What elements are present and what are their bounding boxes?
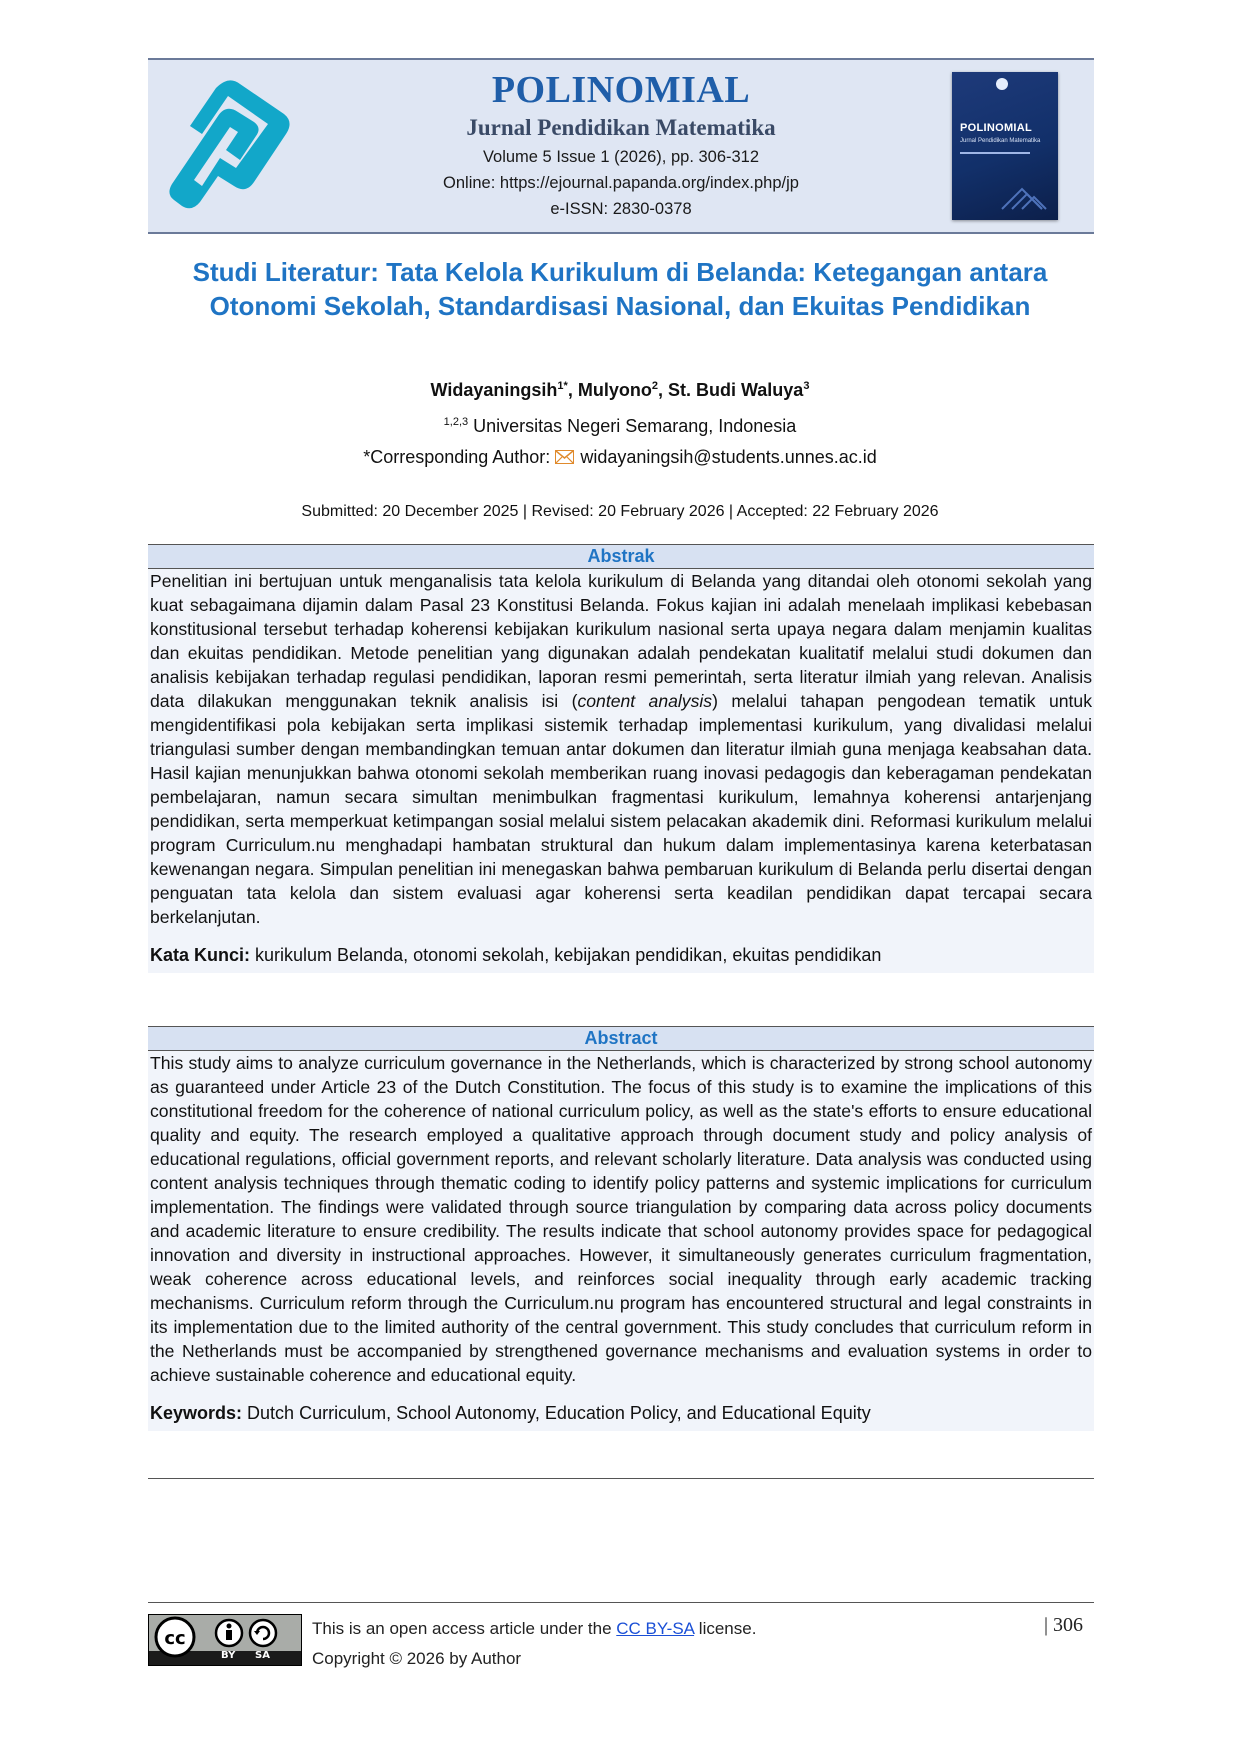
cc-sa-label: SA <box>255 1650 270 1661</box>
affiliation <box>150 416 1090 437</box>
author-superscript: 2 <box>651 380 658 392</box>
abstrak-section <box>148 544 1094 973</box>
abstrak-text-italic: content analysis <box>577 691 713 711</box>
abstrak-text-part: Penelitian ini bertujuan untuk menganalisis tata kelola kurikulum di Belanda yang ditandai oleh otonomi sekolah yang kuat sebagaimana dijamin dalam Pasal 23 Konstitusi Belanda. Fokus kajian ini adalah menelaah implikasi kebebasan konstitusional tersebut terhadap koherensi kebijakan kurikulum nasional serta upaya negara dalam menjamin kualitas dan ekuitas pendidikan. Metode penelitian yang digunakan adalah pendekatan kualitatif melalui studi dokumen dan analisis kebijakan terhadap regulasi pendidikan, laporan resmi pemerintah, serta literatur ilmiah yang relevan. Analisis data dilakukan menggunakan teknik analisis isi ( <box>150 571 1092 711</box>
abstrak-text <box>148 569 1094 943</box>
author-list: Widayaningsih$^{1*}$, Mulyono$^2$, St. Budi Waluya$^3$ <box>430 380 810 400</box>
author-name: Widayaningsih <box>430 380 558 400</box>
abstrak-text-part: ) melalui tahapan pengodean tematik untuk mengidentifikasi pola kebijakan serta implikasi sistemik terhadap implementasi kurikulum, yang divalidasi melalui triangulasi sumber dengan membandingkan temuan antar dokumen dan literatur ilmiah guna menjaga keabsahan data. Hasil kajian menunjukkan bahwa otonomi sekolah memberikan ruang inovasi pedagogis dan keberagaman pendekatan pembelajaran, namun secara simultan menimbulkan fragmentasi kurikulum, lemahnya koherensi antarjenjang pendidikan, serta memperkuat ketimpangan sosial melalui sistem pelacakan akademik dini. Reformasi kurikulum melalui program Curriculum.nu menghadapi hambatan struktural dan hukum dalam implementasinya karena keterbatasan kewenangan negara. Simpulan penelitian ini menegaskan bahwa pembaruan kurikulum di Belanda perlu disertai dengan penguatan tata kelola dan sistem evaluasi agar koherensi serta keadilan pendidikan dapat tercapai secara berkelanjutan. <box>150 691 1092 927</box>
abstract-text: This study aims to analyze curriculum governance in the Netherlands, which is characterized by strong school autonomy as guaranteed under Article 23 of the Dutch Constitution. The focus of this study is to examine the implications of this constitutional freedom for the coherence of national curriculum policy, as well as the state's efforts to ensure educational quality and equity. The research employed a qualitative approach through document study and policy analysis of educational regulations, official government reports, and relevant scholarly literature. Data analysis was conducted using content analysis techniques through thematic coding to identify policy patterns and systemic implications for curriculum implementation. The findings were validated through source triangulation by comparing data across policy documents and academic literature to ensure credibility. The results indicate that school autonomy provides space for pedagogical innovation and diversity in instructional approaches. However, it simultaneously generates curriculum fragmentation, weak coherence across educational levels, and reinforces social inequality through early academic tracking mechanisms. Curriculum reform through the Curriculum.nu program has encountered structural and legal constraints in its implementation due to the limited authority of the central government. This study concludes that curriculum reform in the Netherlands must be accompanied by strengthened governance mechanisms and evaluation systems in order to achieve sustainable coherence and educational equity. <box>148 1051 1094 1401</box>
cc-by-sa-badge[interactable] <box>148 1614 302 1666</box>
license-prefix: This is an open access article under the <box>312 1619 617 1638</box>
corresponding-label: *Corresponding Author: <box>363 447 551 467</box>
cover-subtitle: Jurnal Pendidikan Matematika <box>960 138 1041 144</box>
section-end-rule <box>148 1478 1094 1479</box>
svg-text:cc: cc <box>164 1628 186 1649</box>
journal-cover-image <box>952 72 1058 220</box>
affiliation-text: Universitas Negeri Semarang, Indonesia <box>473 416 797 436</box>
volume-info: Volume 5 Issue 1 (2026), pp. 306-312 <box>482 148 760 166</box>
license-suffix: license. <box>694 1619 757 1638</box>
corresponding-email[interactable]: widayaningsih@students.unnes.ac.id <box>580 447 877 467</box>
cover-divider <box>960 152 1030 154</box>
footer-rule <box>148 1602 1094 1603</box>
abstrak-heading: Abstrak <box>148 544 1094 569</box>
cover-title: POLINOMIAL <box>960 122 1033 134</box>
mail-icon <box>555 450 574 464</box>
license-line <box>312 1614 756 1644</box>
keywords-label: Keywords: <box>150 1403 243 1423</box>
kata-kunci <box>148 943 1094 973</box>
cover-graphic-icon <box>992 164 1052 214</box>
journal-subtitle: Jurnal Pendidikan Matematika <box>466 115 776 140</box>
author-superscript: 3 <box>803 380 810 392</box>
kata-kunci-text: kurikulum Belanda, otonomi sekolah, kebijakan pendidikan, ekuitas pendidikan <box>255 945 882 965</box>
page-number: | 306 <box>1044 1614 1084 1636</box>
license-notice <box>312 1614 756 1674</box>
online-url[interactable]: Online: https://ejournal.papanda.org/index.php/jp <box>443 174 799 192</box>
cc-by-label: BY <box>221 1650 236 1661</box>
keywords <box>148 1401 1094 1431</box>
abstract-heading: Abstract <box>148 1026 1094 1051</box>
author-name: St. Budi Waluya <box>667 380 804 400</box>
corresponding-author <box>150 447 1090 468</box>
journal-name: POLINOMIAL <box>491 69 751 111</box>
journal-logo-icon <box>166 78 296 218</box>
submission-dates: Submitted: 20 December 2025 | Revised: 20 February 2026 | Accepted: 22 February 2026 <box>301 503 939 520</box>
kata-kunci-label: Kata Kunci: <box>150 945 251 965</box>
affiliation-superscript: 1,2,3 <box>443 416 469 428</box>
issn: e-ISSN: 2830-0378 <box>550 200 692 218</box>
cover-emblem-icon <box>996 78 1008 90</box>
article-title: Studi Literatur: Tata Kelola Kurikulum di Belanda: Ketegangan antara Otonomi Sekolah, Standardisasi Nasional, dan Ekuitas Pendidikan <box>192 257 1048 321</box>
abstract-section <box>148 1026 1094 1431</box>
cc-by-sa-link[interactable]: CC BY-SA <box>616 1619 695 1638</box>
journal-header <box>148 58 1094 234</box>
author-name: Mulyono <box>577 380 652 400</box>
keywords-text: Dutch Curriculum, School Autonomy, Education Policy, and Educational Equity <box>247 1403 871 1423</box>
copyright-text: Copyright © 2026 by Author <box>312 1649 522 1668</box>
author-superscript: 1* <box>557 380 568 392</box>
